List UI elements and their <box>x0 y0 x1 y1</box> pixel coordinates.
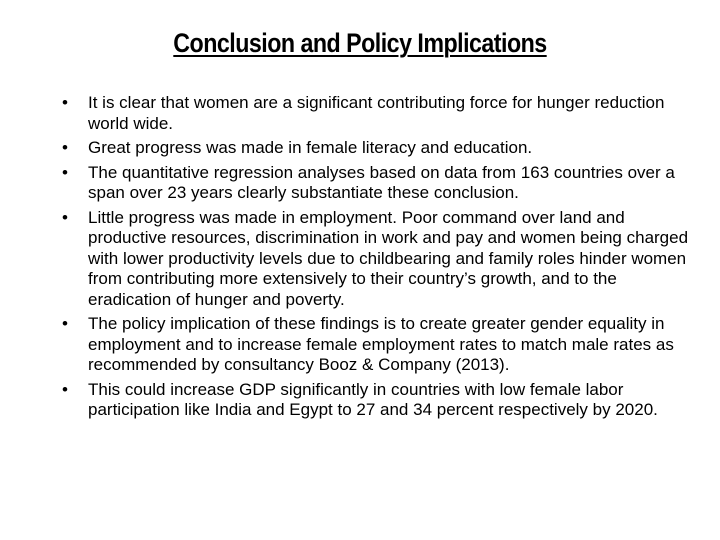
bullet-text: The quantitative regression analyses based on data from 163 countries over a span over 23 years clearly substantiate these conclusion. <box>88 162 675 202</box>
bullet-item <box>58 208 698 311</box>
bullet-item <box>58 380 698 421</box>
bullet-text: Great progress was made in female literacy and education. <box>88 138 533 157</box>
bullet-item <box>58 138 698 159</box>
bullet-list <box>58 93 698 425</box>
bullet-item <box>58 163 698 204</box>
bullet-icon: • <box>62 207 68 227</box>
bullet-text: This could increase GDP significantly in countries with low female labor participation like India and Egypt to 27 and 34 percent respectively by 2020. <box>88 379 658 419</box>
bullet-text: Little progress was made in employment. Poor command over land and productive resources, discrimination in work and pay and women being charged with lower productivity levels due to childbearing and family roles hinder women from contributing more extensively to their country’s growth, and to the eradication of hunger and poverty. <box>88 207 689 309</box>
bullet-icon: • <box>62 138 68 157</box>
bullet-text: It is clear that women are a significant contributing force for hunger reduction world wide. <box>88 93 665 133</box>
slide-title: Conclusion and Policy Implications <box>173 28 547 58</box>
bullet-text: The policy implication of these findings is to create greater gender equality in employment and to increase female employment rates to match male rates as recommended by consultancy Booz & Company (2013). <box>88 314 674 374</box>
bullet-item <box>58 314 698 376</box>
bullet-item <box>58 93 698 134</box>
bullet-icon: • <box>62 93 68 112</box>
bullet-icon: • <box>62 314 68 333</box>
bullet-icon: • <box>62 162 68 182</box>
bullet-icon: • <box>62 379 68 399</box>
